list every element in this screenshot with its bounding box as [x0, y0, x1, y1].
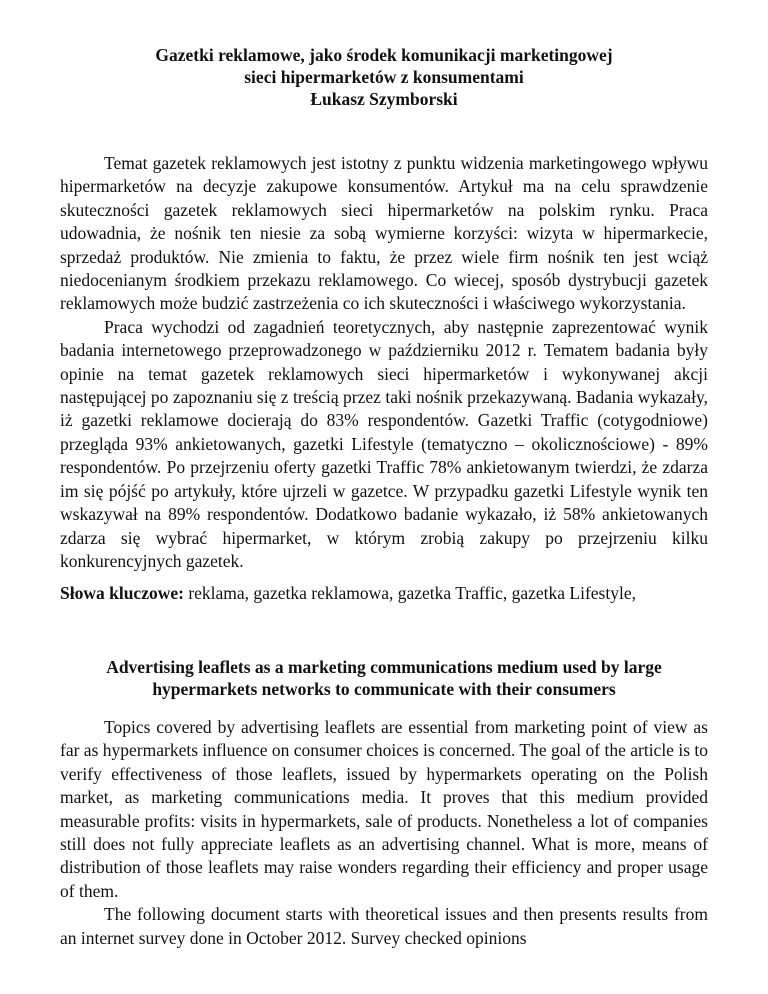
keywords-line: [60, 582, 708, 605]
author-name: Łukasz Szymborski: [310, 89, 458, 109]
polish-abstract-paragraph-2: Praca wychodzi od zagadnień teoretycznych, aby następnie zaprezentować wynik badania internetowego przeprowadzonego w październiku 2012 r. Tematem badania były opinie na temat gazetek reklamowych sieci hipermarketów i wykonywanej akcji następującej po zapoznaniu się z treścią przez taki nośnik przekazywaną. Badania wykazały, iż gazetki reklamowe docierają do 83% respondentów. Gazetki Traffic (cotygodniowe) przegląda 93% ankietowanych, gazetki Lifestyle (tematyczno – okolicznościowe) - 89% respondentów. Po przejrzeniu oferty gazetki Traffic 78% ankietowanym twierdzi, że zdarza im się pójść po artykuły, które ujrzeli w gazetce. W przypadku gazetki Lifestyle wynik ten wskazywał na 89% respondentów. Dodatkowo badanie wykazało, iż 58% ankietowanych zdarza się wybrać hipermarket, w którym zrobią zakupy po przejrzeniu kilku konkurencyjnych gazetek.: [60, 316, 708, 571]
english-abstract-paragraph-1: Topics covered by advertising leaflets are essential from marketing point of view as far as hypermarkets influence on consumer choices is concerned. The goal of the article is to verify effectiveness of those leaflets, issued by hypermarkets operating on the Polish market, as marketing communications media. It proves that this medium provided measurable profits: visits in hypermarkets, sale of products. Nonetheless a lot of companies still does not fully appreciate leaflets as an advertising channel. What is more, means of distribution of those leaflets may raise wonders regarding their efficiency and proper usage of them.: [60, 717, 708, 901]
english-abstract: [60, 716, 708, 950]
english-title-block: [60, 656, 708, 700]
polish-abstract: [60, 152, 708, 573]
polish-title-block: [60, 44, 708, 110]
polish-title-line-1: Gazetki reklamowe, jako środek komunikacji marketingowej: [155, 45, 613, 65]
polish-title-line-2: sieci hipermarketów z konsumentami: [244, 67, 524, 87]
english-title-line-1: Advertising leaflets as a marketing communications medium used by large: [106, 657, 662, 677]
english-title-line-2: hypermarkets networks to communicate with their consumers: [152, 679, 616, 699]
keywords-text: reklama, gazetka reklamowa, gazetka Traffic, gazetka Lifestyle,: [188, 583, 636, 603]
keywords-label: Słowa kluczowe:: [60, 583, 184, 603]
polish-abstract-paragraph-1: Temat gazetek reklamowych jest istotny z punktu widzenia marketingowego wpływu hipermarketów na decyzje zakupowe konsumentów. Artykuł ma na celu sprawdzenie skuteczności gazetek reklamowych sieci hipermarketów na polskim rynku. Praca udowadnia, że nośnik ten niesie za sobą wymierne korzyści: wizyta w hipermarkecie, sprzedaż produktów. Nie zmienia to faktu, że przez wiele firm nośnik ten jest wciąż niedocenianym środkiem przekazu reklamowego. Co wiecej, sposób dystrybucji gazetek reklamowych może budzić zastrzeżenia co ich skuteczności i właściwego wykorzystania.: [60, 153, 708, 314]
english-abstract-paragraph-2: The following document starts with theoretical issues and then presents results from an internet survey done in October 2012. Survey checked opinions: [60, 904, 708, 948]
